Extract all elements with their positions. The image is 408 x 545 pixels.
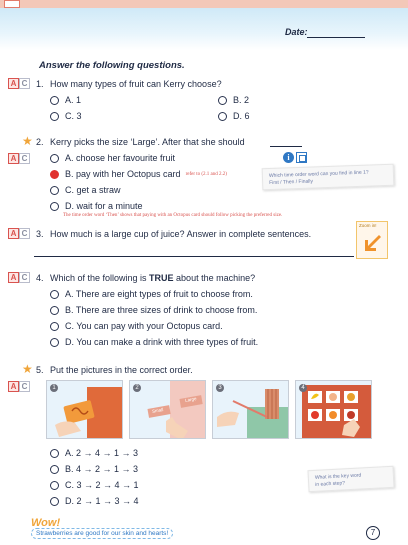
picture-number: 1 <box>50 384 58 392</box>
q5-text: Put the pictures in the correct order. <box>50 365 193 375</box>
q4-text: Which of the following is TRUE about the machine? <box>50 273 256 283</box>
q1-number: 1. <box>36 79 44 89</box>
radio[interactable] <box>50 186 59 195</box>
q1-option-d[interactable]: D. 6 <box>218 111 250 121</box>
ac-badge <box>8 78 30 89</box>
q5-key-word-note: What is the key word in each step? <box>307 466 394 492</box>
arrow-icon <box>363 232 383 254</box>
radio[interactable] <box>50 96 59 105</box>
radio[interactable] <box>218 112 227 121</box>
q4-option-a[interactable]: A. There are eight types of fruit to choose from. <box>50 289 253 299</box>
q2-hint: refer to (2.1 and 2.2) <box>185 171 227 177</box>
octopus-card-illustration <box>47 381 123 439</box>
date-label: Date: <box>285 27 308 37</box>
zoom-in-box[interactable] <box>356 221 388 259</box>
picture-3 <box>212 380 289 439</box>
ac-badge: A C <box>8 272 30 283</box>
ac-c: C <box>19 78 30 89</box>
fun-fact-box: Strawberries are good for our skin and hearts! <box>31 528 173 539</box>
q2-option-a[interactable]: A. choose her favourite fruit <box>50 153 175 163</box>
q3-answer-line[interactable] <box>34 256 354 257</box>
book-icon[interactable] <box>296 152 307 163</box>
picture-1 <box>46 380 123 439</box>
fruit-selection-illustration <box>296 381 372 439</box>
q2-option-c[interactable]: C. get a straw <box>50 185 121 195</box>
q2-answer-blank[interactable] <box>270 146 302 147</box>
star-icon: ★ <box>22 362 33 376</box>
header-band <box>0 8 408 50</box>
q4-option-d[interactable]: D. You can make a drink with three types of fruit. <box>50 337 258 347</box>
radio[interactable] <box>50 338 59 347</box>
radio[interactable] <box>50 481 59 490</box>
page-title: Answer the following questions. <box>39 60 185 71</box>
small-button-label: Small <box>151 407 164 414</box>
q3-number: 3. <box>36 229 44 239</box>
radio[interactable] <box>50 290 59 299</box>
radio[interactable] <box>50 154 59 163</box>
picture-2 <box>129 380 206 439</box>
radio-selected[interactable] <box>50 170 59 179</box>
q1-text: How many types of fruit can Kerry choose? <box>50 79 222 89</box>
q1-option-a[interactable]: A. 1 <box>50 95 81 105</box>
q5-option-d[interactable]: D. 2 → 1 → 3 → 4 <box>50 496 139 506</box>
q2-option-d[interactable]: D. wait for a minute <box>50 201 143 211</box>
info-icon[interactable]: i <box>283 152 294 163</box>
radio[interactable] <box>50 306 59 315</box>
radio[interactable] <box>50 465 59 474</box>
q2-text: Kerry picks the size ‘Large’. After that she should <box>50 137 245 147</box>
date-line[interactable] <box>307 37 365 38</box>
page-number: 7 <box>366 526 380 540</box>
q5-option-a[interactable]: A. 2 → 4 → 1 → 3 <box>50 448 138 458</box>
zoom-label: Zoom in! <box>359 223 377 228</box>
wow-label: Wow! <box>31 517 61 529</box>
picture-number: 2 <box>133 384 141 392</box>
ac-badge: A C <box>8 153 30 164</box>
q4-number: 4. <box>36 273 44 283</box>
q1-option-c[interactable]: C. 3 <box>50 111 82 121</box>
picture-number: 4 <box>299 384 307 392</box>
q1-option-b[interactable]: B. 2 <box>218 95 249 105</box>
q4-option-c[interactable]: C. You can pay with your Octopus card. <box>50 321 223 331</box>
large-button-label: Large <box>184 396 197 403</box>
top-strip <box>0 0 408 8</box>
ac-badge: A C <box>8 381 30 392</box>
q2-explanation: The time order word ‘Then’ shows that paying with an Octopus card should follow picking the preferred size. <box>63 213 283 218</box>
q2-option-b[interactable]: B. pay with her Octopus card refer to (2.1 and 2.2) <box>50 169 227 179</box>
top-ac-label <box>4 0 20 8</box>
q2-info-note: Which time order word can you find in line 1? First / Then / Finally <box>262 164 395 191</box>
picture-number: 3 <box>216 384 224 392</box>
ac-a: A <box>8 78 19 89</box>
radio[interactable] <box>50 449 59 458</box>
q5-number: 5. <box>36 365 44 375</box>
q2-number: 2. <box>36 137 44 147</box>
size-buttons-illustration <box>130 381 206 439</box>
q4-option-b[interactable]: B. There are three sizes of drink to choose from. <box>50 305 257 315</box>
q5-option-c[interactable]: C. 3 → 2 → 4 → 1 <box>50 480 139 490</box>
straw-illustration <box>213 381 289 439</box>
q5-option-b[interactable]: B. 4 → 2 → 1 → 3 <box>50 464 138 474</box>
picture-4 <box>295 380 372 439</box>
radio[interactable] <box>50 322 59 331</box>
radio[interactable] <box>50 202 59 211</box>
radio[interactable] <box>50 112 59 121</box>
star-icon: ★ <box>22 134 33 148</box>
q3-text: How much is a large cup of juice? Answer in complete sentences. <box>50 229 312 239</box>
radio[interactable] <box>218 96 227 105</box>
radio[interactable] <box>50 497 59 506</box>
ac-badge: A C <box>8 228 30 239</box>
